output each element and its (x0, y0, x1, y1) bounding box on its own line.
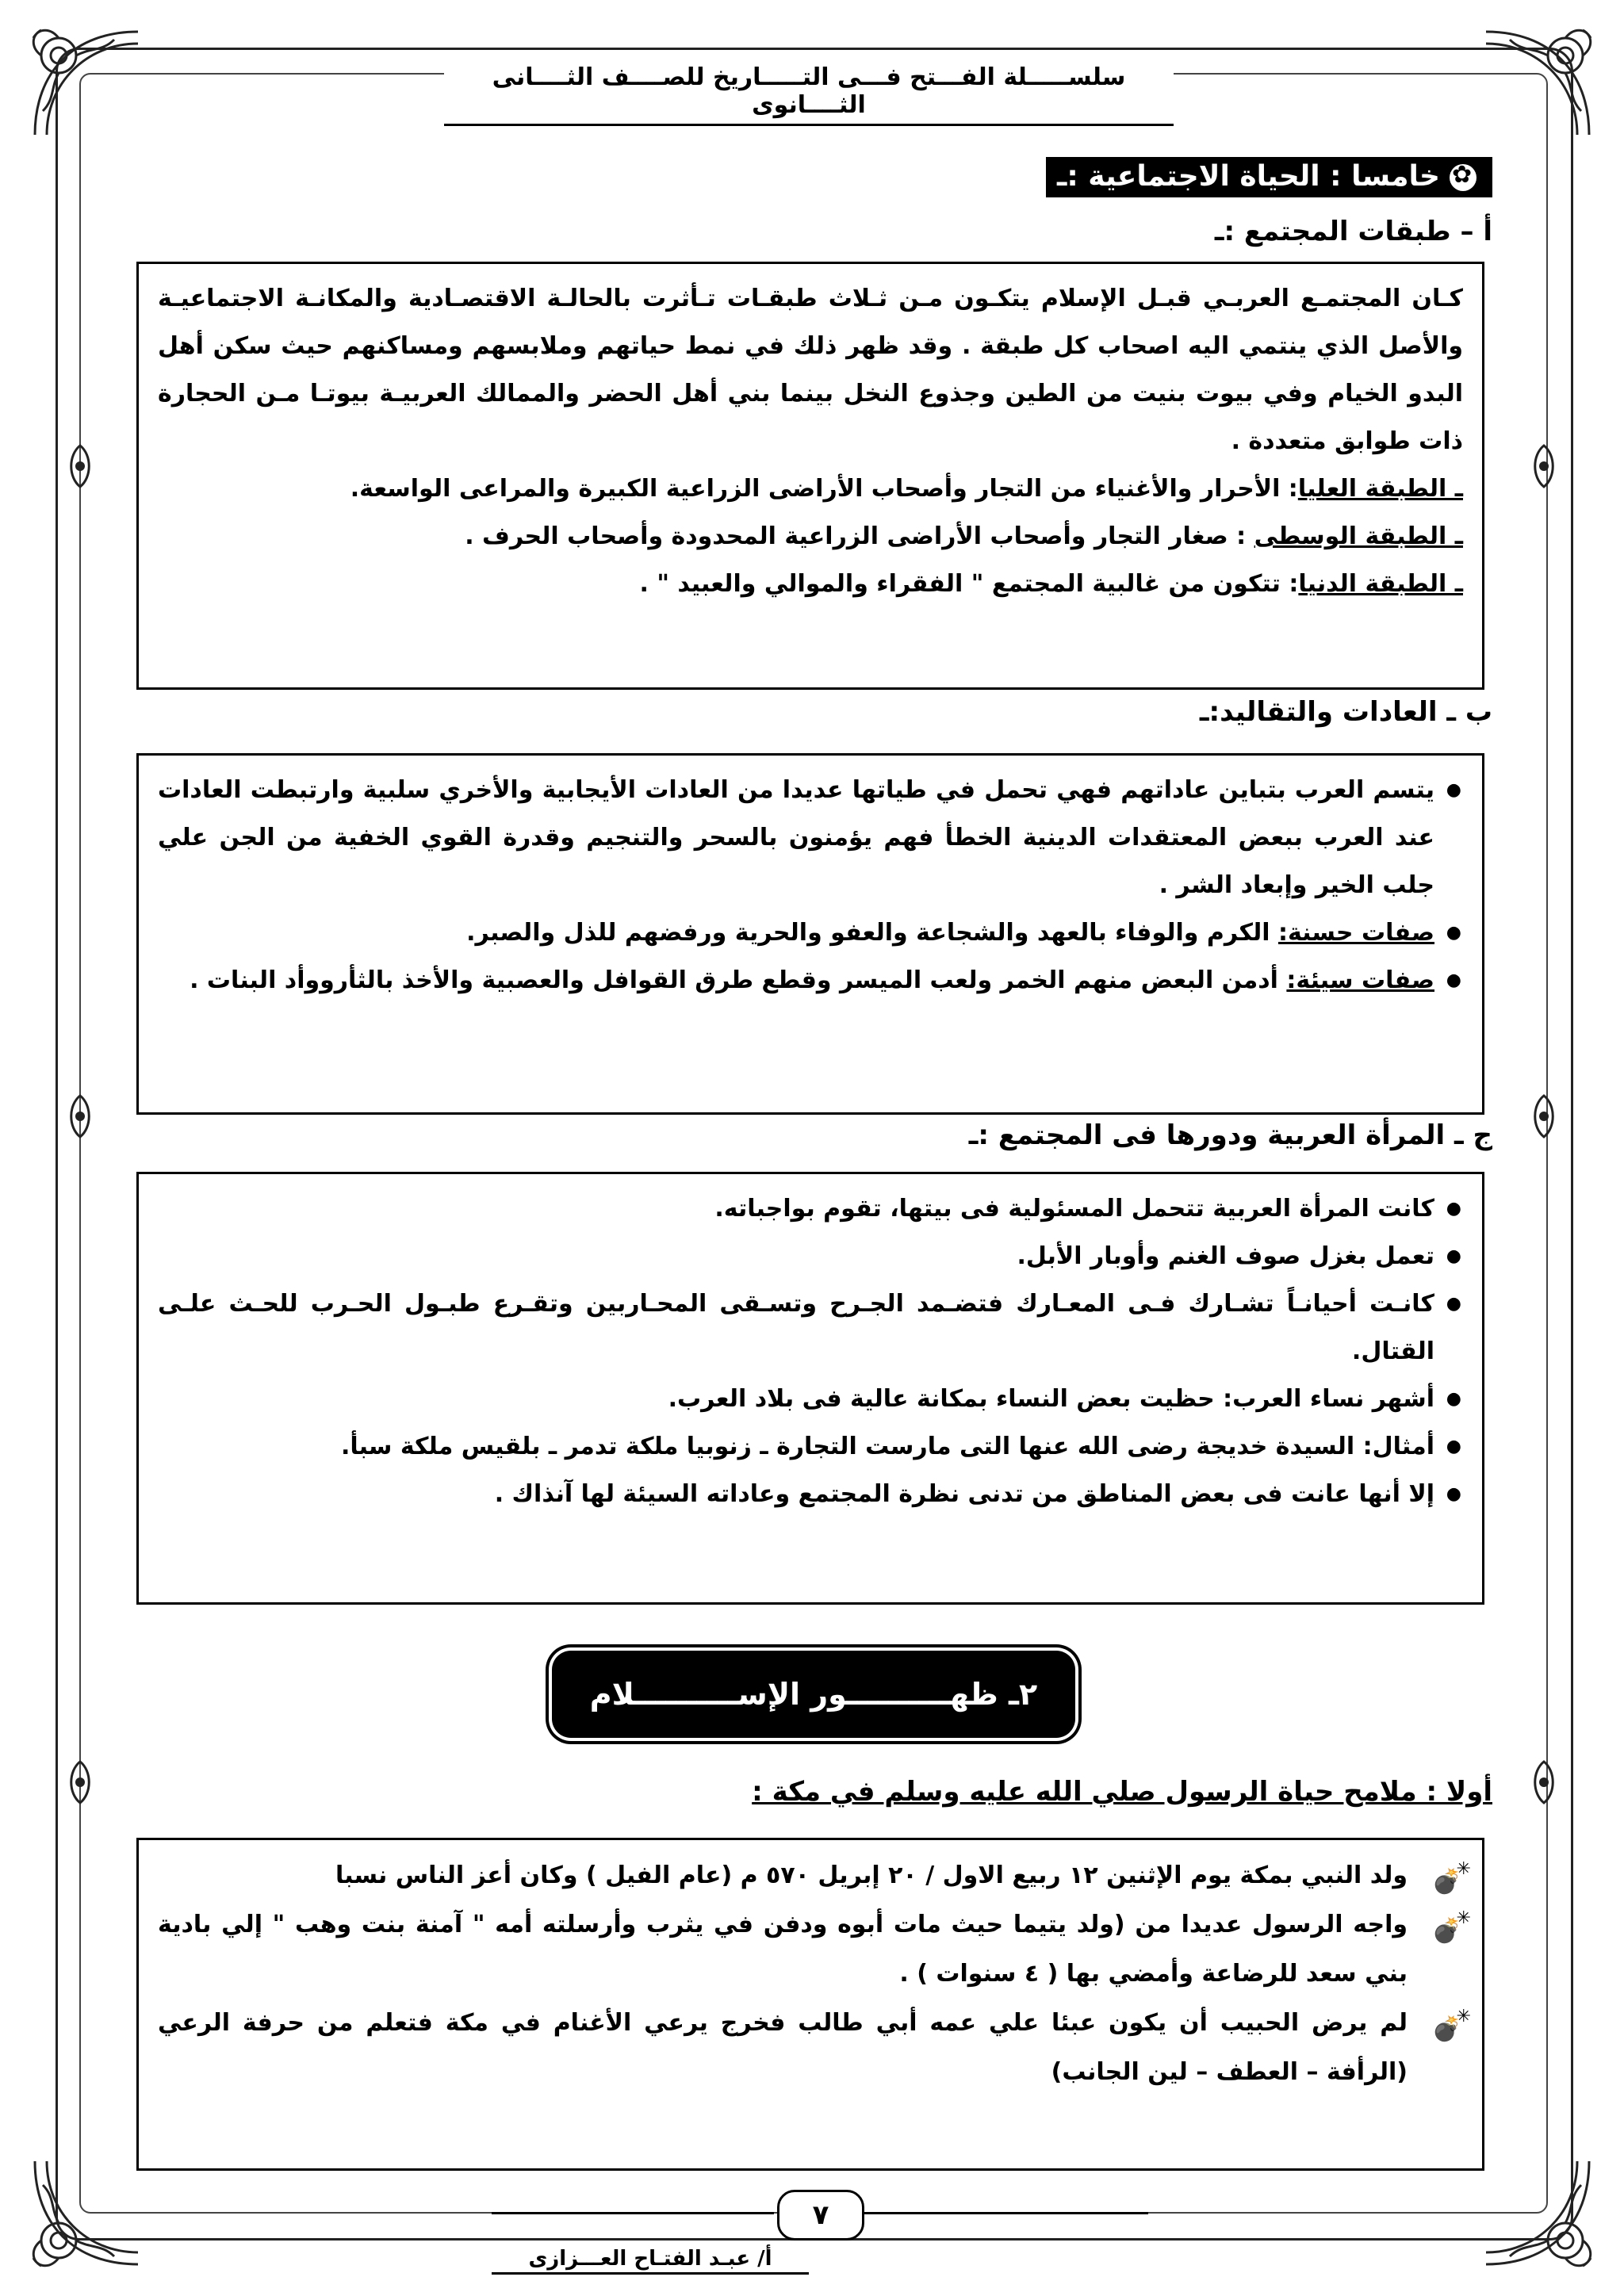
class-row (158, 513, 1463, 561)
prophet-item-text: واجه الرسول عديدا من (ولد يتيما حيث مات أبوه ودفن في يثرب وأرسلته أمه " آمنة بنت وهب " إلي بادية بني سعد للرضاعة وأمضي بها ( ٤ سنوات ) . (158, 1911, 1408, 1988)
class-text: الأحرار والأغنياء من التجار وأصحاب الأراضى الزراعية الكبيرة والمراعى الواسعة. (350, 475, 1281, 503)
prophet-item (158, 1999, 1471, 2097)
author-name: أ/ عبـد الفتـاح العـــزازى (492, 2247, 809, 2275)
women-item: ● كانـت أحيانـاً تشـارك فـى المعـارك فتضـمد الجـرح وتسـقى المحـاربين وتقـرع طبـول الحـرب للحـث علـى القتال. (158, 1280, 1463, 1376)
prophet-item (158, 1851, 1471, 1900)
classes-box (136, 262, 1484, 690)
class-name: ـ الطبقة الدنيا (1298, 570, 1463, 598)
class-text: صغار التجار وأصحاب الأراضى الزراعية المحدودة وأصحاب الحرف . (465, 522, 1228, 550)
customs-box (136, 753, 1484, 1115)
bomb-icon: 💣 (1431, 1917, 1461, 1945)
women-item: ● أمثال: السيدة خديجة رضى الله عنها التى مارست التجارة ـ زنوبيا ملكة تدمر ـ بلقيس ملكة سبأ. (158, 1423, 1463, 1471)
side-ornament-icon (1526, 1760, 1562, 1804)
class-sep: : (1280, 475, 1298, 503)
prophet-box (136, 1838, 1484, 2171)
islam-banner-text: ٢ـ ظهــــــــــور الإســــــــــلام (589, 1677, 1038, 1712)
section-title (1046, 157, 1492, 197)
series-title: سلســـــلة الفـــتح فـــى التـــــاريخ للصــــف الثــــانى الثــــانوى (444, 63, 1174, 126)
flower-icon (1450, 164, 1477, 191)
class-text: تتكون من غالبية المجتمع " الفقراء والموالي والعبيد " . (639, 570, 1281, 598)
section-title-text: خامسا : الحياة الاجتماعية :ـ (1057, 160, 1440, 193)
footer-rule (492, 2212, 774, 2214)
spark-icon: ✳ (1456, 1908, 1471, 1928)
bad-traits-text: أدمن البعض منهم الخمر ولعب الميسر وقطع طرق القوافل والعصبية والأخذ بالثأرووأد البنات . (190, 966, 1287, 994)
islam-banner (552, 1651, 1075, 1738)
prophet-life-title (752, 1776, 1492, 1808)
good-traits-text: الكرم والوفاء بالعهد والشجاعة والعفو والحرية ورفضهم للذل والصبر. (466, 919, 1278, 947)
women-item: ● إلا أنها عانت فى بعض المناطق من تدنى نظرة المجتمع وعاداته السيئة لها آنذاك . (158, 1471, 1463, 1518)
bad-traits (158, 957, 1463, 1004)
page-number: ٧ (777, 2190, 864, 2241)
good-traits-label: صفات حسنة: (1277, 919, 1434, 947)
customs-intro: ● يتسم العرب بتباين عاداتهم فهي تحمل في طياتها عديدا من العادات الأيجابية والأخري سلبية وارتبطت العادات عند العرب ببعض المعتقدات الدينية الخطأ فهم يؤمنون بالسحر والتنجيم وقدرة القوي الخفية من الجن علي جلب الخير وإبعاد الشر . (158, 767, 1463, 909)
side-ornament-icon (62, 444, 98, 488)
spark-icon: ✳ (1456, 1859, 1471, 1879)
women-item: ● أشهر نساء العرب: حظيت بعض النساء بمكانة عالية فى بلاد العرب. (158, 1376, 1463, 1423)
bad-traits-label: صفات سيئة: (1286, 966, 1434, 994)
footer-rule (863, 2212, 1148, 2214)
class-sep: : (1280, 570, 1299, 598)
women-item: ● كانت المرأة العربية تتحمل المسئولية فى بيتها، تقوم بواجباته. (158, 1185, 1463, 1233)
subheading-c: ج ـ المرأة العربية ودورها فى المجتمع :ـ (968, 1119, 1492, 1151)
side-ornament-icon (62, 1760, 98, 1804)
bomb-icon: 💣 (1431, 2015, 1461, 2043)
women-item: ● تعمل بغزل صوف الغنم وأوبار الأبل. (158, 1233, 1463, 1280)
class-row (158, 561, 1463, 608)
spark-icon: ✳ (1456, 2007, 1471, 2026)
side-ornament-icon (1526, 1094, 1562, 1138)
corner-ornament-icon (1478, 2153, 1597, 2272)
prophet-item-text: لم يرض الحبيب أن يكون عبئا علي عمه أبي طالب فخرج يرعي الأغنام في مكة فتعلم من حرفة الرعي (الرأفة – العطف – لين الجانب) (158, 2009, 1408, 2086)
good-traits (158, 909, 1463, 957)
class-row (158, 465, 1463, 513)
corner-ornament-icon (27, 24, 146, 143)
corner-ornament-icon (27, 2153, 146, 2272)
class-sep: : (1228, 522, 1254, 550)
subheading-b: ب ـ العادات والتقاليد:ـ (1199, 696, 1492, 728)
side-ornament-icon (62, 1094, 98, 1138)
corner-ornament-icon (1478, 24, 1597, 143)
prophet-item-text: ولد النبي بمكة يوم الإثنين ١٢ ربيع الاول / ٢٠ إبريل ٥٧٠ م (عام الفيل ) وكان أعز الناس نسبا (335, 1862, 1408, 1889)
prophet-life-title-text: أولا : ملامح حياة الرسول صلي الله عليه وسلم في مكة : (752, 1776, 1492, 1808)
prophet-item (158, 1900, 1471, 1999)
bomb-icon: 💣 (1431, 1868, 1461, 1896)
subheading-a: أ – طبقات المجتمع :ـ (1214, 216, 1492, 247)
classes-paragraph: كـان المجتمـع العربـي قبـل الإسلام يتكـون مـن ثـلاث طبقـات تـأثرت بالحالـة الاقتصـادية والمكانـة الاجتماعيـة والأصل الذي ينتمي اليه اصحاب كل طبقة . وقد ظهر ذلك في نمط حياتهم وملابسهم ومساكنهم حيث سكن أهل البدو الخيام وفي بيوت بنيت من الطين وجذوع النخل بينما بني أهل الحضر والممالك العربيـة بيوتـا مـن الحجارة ذات طوابق متعددة . (158, 285, 1463, 455)
women-box (136, 1172, 1484, 1605)
side-ornament-icon (1526, 444, 1562, 488)
class-name: ـ الطبقة الوسطى (1254, 522, 1463, 550)
class-name: ـ الطبقة العليا (1297, 475, 1463, 503)
